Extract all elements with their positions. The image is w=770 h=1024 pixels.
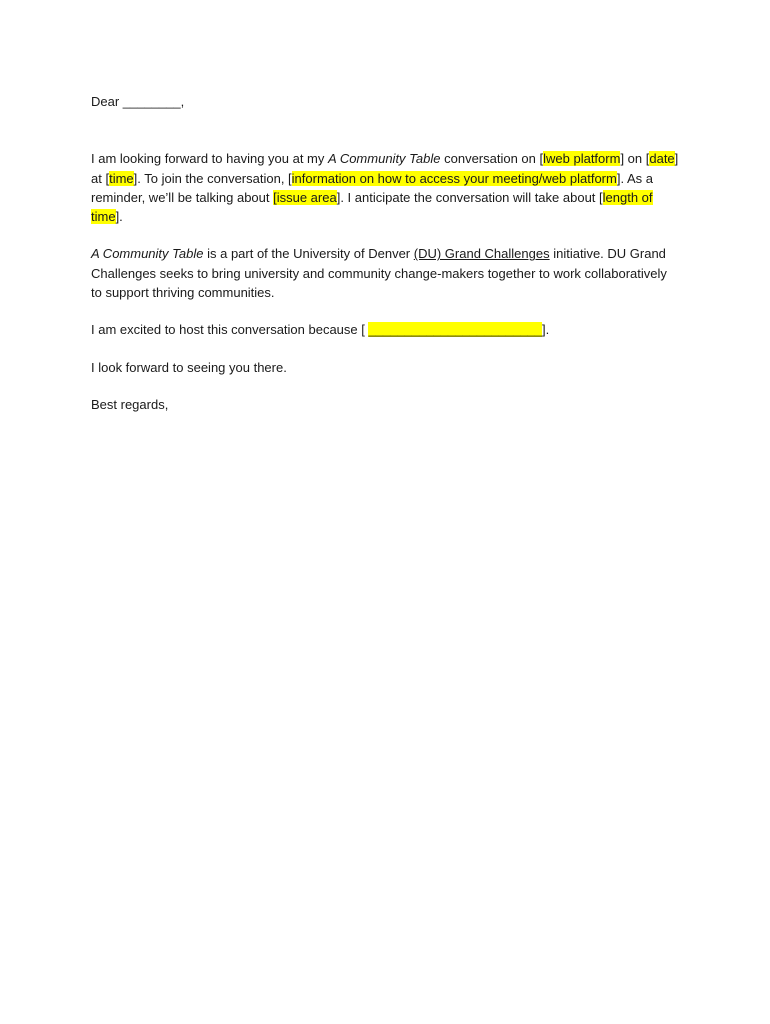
placeholder-web-platform: lweb platform (543, 151, 621, 167)
salutation: Dear ________, (91, 94, 185, 109)
text-segment: initiative. DU Grand Challenges seeks to bring university and community change-makers together to work collaboratively to support thriving communities. (91, 246, 667, 301)
letter-body (91, 92, 681, 414)
paragraph-closing-line: I look forward to seeing you there. (91, 359, 287, 375)
program-name: A Community Table (328, 151, 441, 167)
text-segment: I am excited to host this conversation because [ (91, 322, 369, 338)
text-segment: ]. (542, 322, 550, 338)
text-segment: ]. I anticipate the conversation will take about [ (336, 189, 603, 205)
placeholder-issue-area: [issue area (273, 189, 337, 205)
placeholder-reason: ________________________ (368, 322, 543, 338)
paragraph-reason (91, 320, 681, 339)
text-segment: I am looking forward to having you at my (91, 151, 329, 167)
placeholder-time: time (109, 170, 134, 186)
text-segment: ]. As a reminder, we’ll be talking about (91, 170, 653, 205)
placeholder-access-info: information on how to access your meeting/web platform (291, 170, 617, 186)
sign-off: Best regards, (91, 396, 169, 412)
text-segment: ] on [ (620, 151, 650, 167)
placeholder-length-of-time: length of time (91, 189, 653, 225)
text-segment: ]. (115, 209, 123, 225)
grand-challenges-link[interactable]: (DU) Grand Challenges (413, 246, 550, 262)
paragraph-invitation (91, 149, 681, 226)
text-segment: is a part of the University of Denver (203, 246, 414, 262)
text-segment: ]. To join the conversation, [ (133, 170, 292, 186)
program-name: A Community Table (91, 246, 204, 262)
text-segment: conversation on [ (440, 151, 544, 167)
text-segment: ] at [ (91, 151, 679, 186)
placeholder-date: date (649, 151, 675, 167)
paragraph-about (91, 244, 681, 302)
